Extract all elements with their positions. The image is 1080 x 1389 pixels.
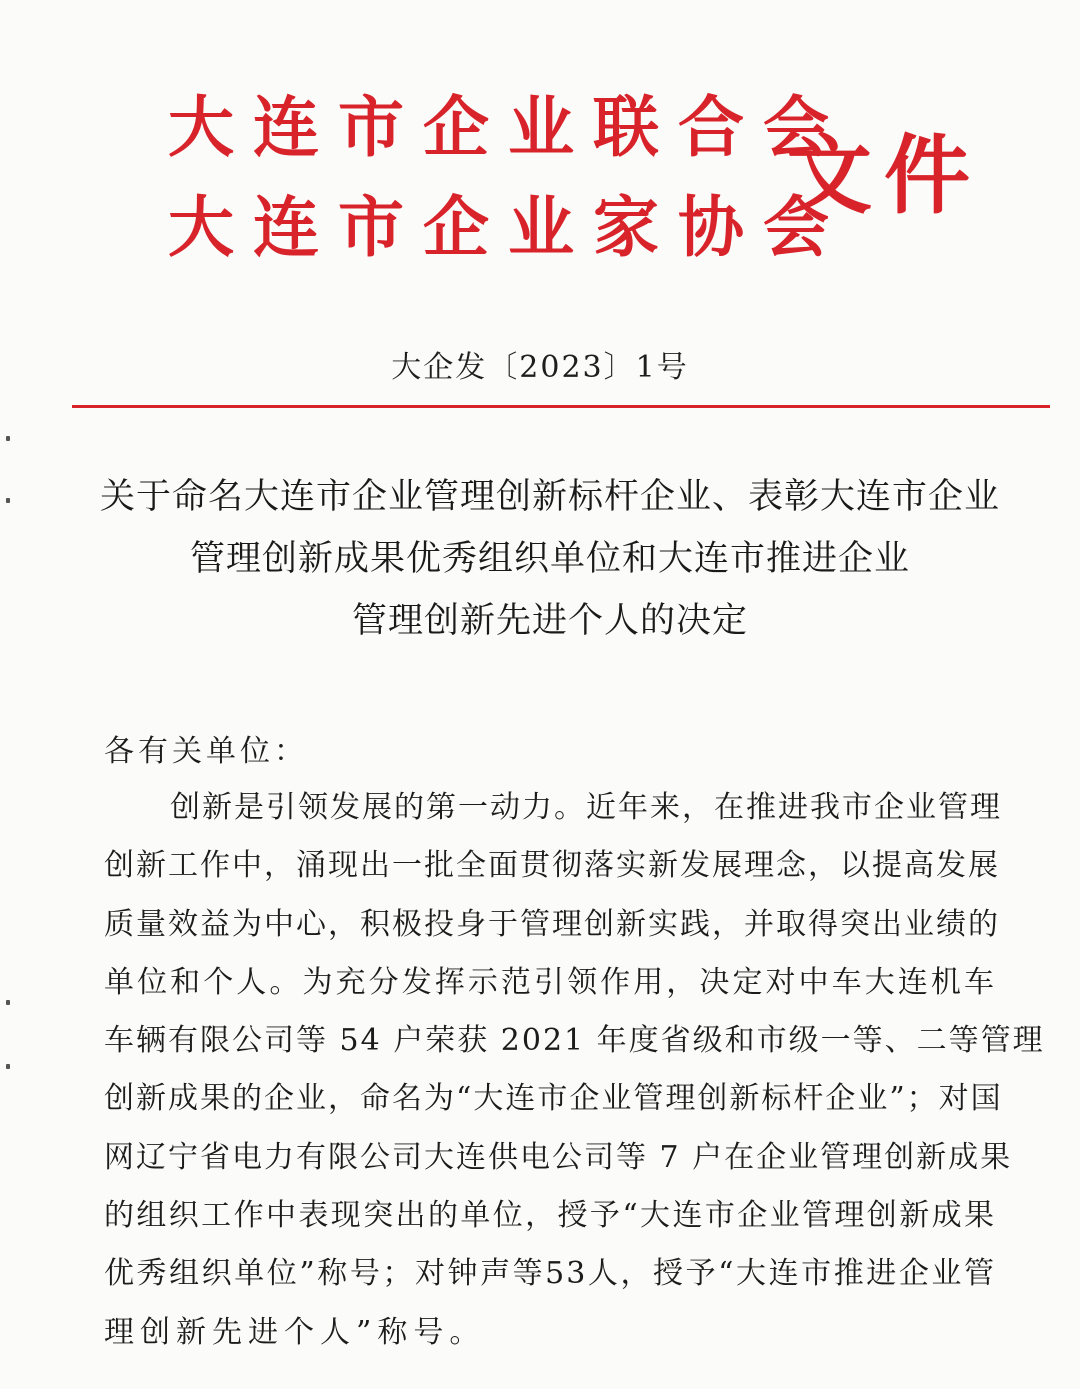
decision-title-line-1: 关于命名大连市企业管理创新标杆企业、表彰大连市企业: [99, 477, 1000, 517]
body-line-7: 网辽宁省电力有限公司大连供电公司等 7 户在企业管理创新成果: [104, 1139, 1013, 1175]
salutation: 各有关单位：: [104, 734, 308, 769]
body-line-5: 车辆有限公司等 54 户荣获 2021 年度省级和市级一等、二等管理: [104, 1023, 1045, 1059]
scan-speck: [6, 436, 10, 441]
scan-speck: [6, 1064, 10, 1069]
masthead: [168, 78, 982, 278]
body-line-6: 创新成果的企业，命名为“大连市企业管理创新标杆企业”；对国: [104, 1081, 1003, 1117]
decision-title-line-3: 管理创新先进个人的决定: [351, 601, 748, 641]
body-paragraph: [104, 784, 1045, 1367]
scan-speck: [6, 498, 10, 503]
scan-speck: [6, 1000, 10, 1005]
red-divider-line: [72, 405, 1050, 408]
body-line-8: 的组织工作中表现突出的单位，授予“大连市企业管理创新成果: [104, 1198, 996, 1234]
body-line-2: 创新工作中，涌现出一批全面贯彻落实新发展理念，以提高发展: [104, 848, 1000, 884]
body-line-3: 质量效益为中心，积极投身于管理创新实践，并取得突出业绩的: [104, 906, 1000, 942]
masthead-org-line-1: 大连市企业联合会: [168, 89, 848, 166]
masthead-doc-word: 文件: [786, 126, 982, 226]
decision-title-line-2: 管理创新成果优秀组织单位和大连市推进企业: [189, 539, 910, 579]
masthead-org-line-2: 大连市企业家协会: [168, 189, 848, 266]
body-line-10: 理创新先进个人”称号。: [104, 1314, 486, 1350]
body-line-4: 单位和个人。为充分发挥示范引领作用，决定对中车大连机车: [104, 964, 996, 1000]
body-line-1: 创新是引领发展的第一动力。近年来，在推进我市企业管理: [170, 790, 1002, 825]
document-number: 大企发〔2023〕1号: [391, 350, 689, 385]
body-line-9: 优秀组织单位”称号；对钟声等53人，授予“大连市推进企业管: [104, 1256, 996, 1292]
